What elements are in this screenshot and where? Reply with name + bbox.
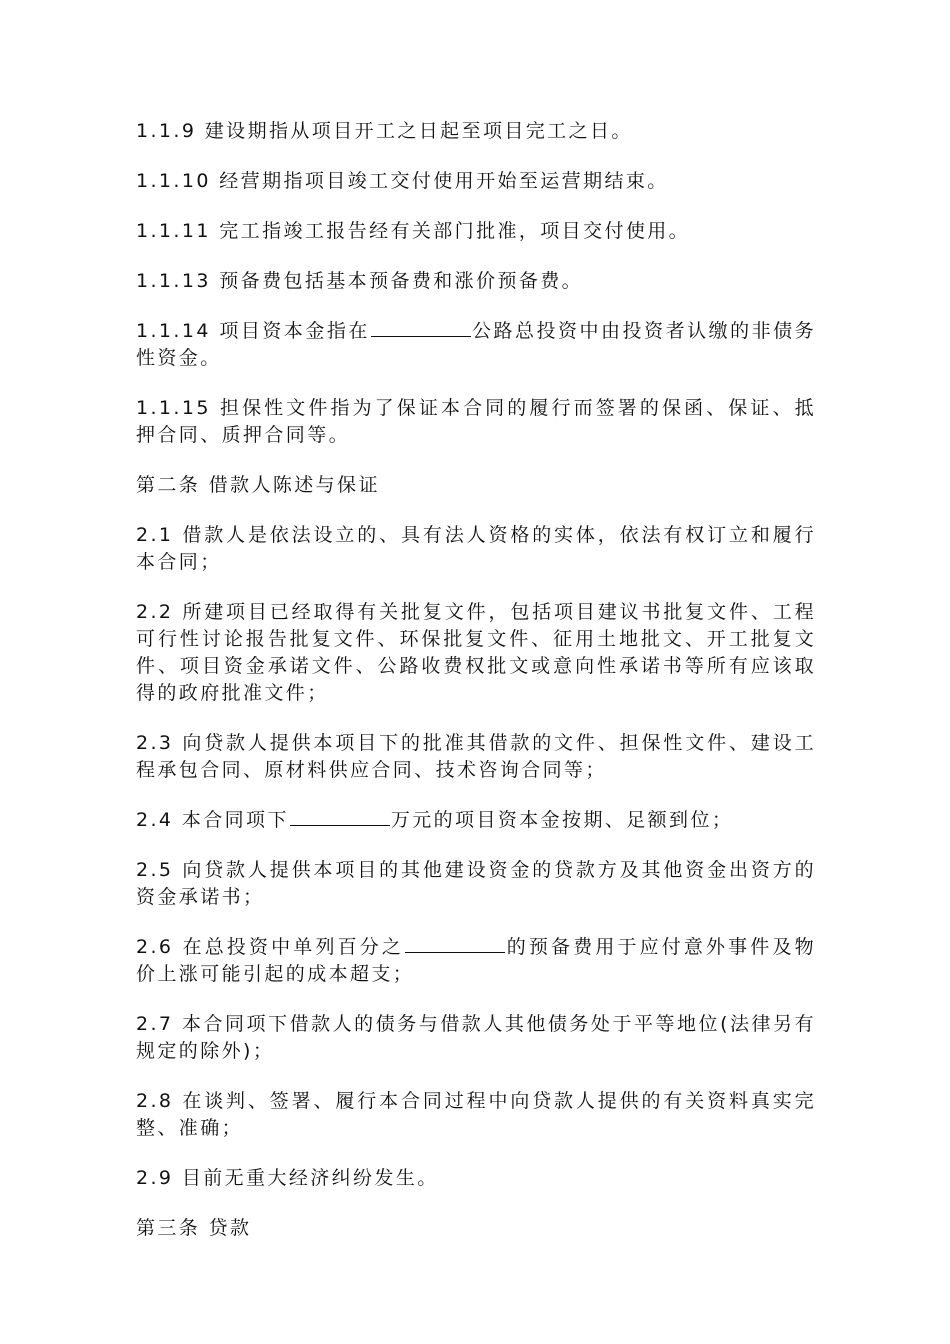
clause-2-7: 2.7 本合同项下借款人的债务与借款人其他债务处于平等地位(法律另有规定的除外)； [136,1013,816,1062]
clause-2-2: 2.2 所建项目已经取得有关批复文件，包括项目建议书批复文件、工程可行性讨论报告批复文件、环保批复文件、征用土地批文、开工批复文件、项目资金承诺文件、公路收费权批文或意向性承诺书等所有应该取得的政府批准文件； [136,601,816,704]
clause-1-1-14: 1.1.14 项目资本金指在 公路总投资中由投资者认缴的非债务性资金。 [136,320,816,369]
article-3-heading: 第三条 贷款 [136,1217,252,1239]
clause-2-5: 2.5 向贷款人提供本项目的其他建设资金的贷款方及其他资金出资方的资金承诺书； [136,859,816,908]
blank-line [371,318,471,337]
clause-1-1-10: 1.1.10 经营期指项目竣工交付使用开始至运营期结束。 [136,170,669,192]
clause-2-4: 2.4 本合同项下 万元的项目资本金按期、足额到位； [136,809,734,831]
clause-2-8: 2.8 在谈判、签署、履行本合同过程中向贷款人提供的有关资料真实完整、准确； [136,1090,816,1139]
blank-line [405,934,505,953]
blank-line [290,807,390,826]
document-body [136,118,816,1265]
clause-1-1-9: 1.1.9 建设期指从项目开工之日起至项目完工之日。 [136,120,633,142]
clause-1-1-15: 1.1.15 担保性文件指为了保证本合同的履行而签署的保函、保证、抵押合同、质押合同等。 [136,397,816,446]
clause-2-6: 2.6 在总投资中单列百分之 的预备费用于应付意外事件及物价上涨可能引起的成本超支； [136,936,816,985]
article-2-heading: 第二条 借款人陈述与保证 [136,474,380,496]
clause-1-1-13: 1.1.13 预备费包括基本预备费和涨价预备费。 [136,270,584,292]
clause-2-1: 2.1 借款人是依法设立的、具有法人资格的实体，依法有权订立和履行本合同； [136,524,816,573]
clause-2-9: 2.9 目前无重大经济纠纷发生。 [136,1167,439,1189]
clause-2-3: 2.3 向贷款人提供本项目下的批准其借款的文件、担保性文件、建设工程承包合同、原材料供应合同、技术咨询合同等； [136,732,816,781]
clause-1-1-11: 1.1.11 完工指竣工报告经有关部门批准，项目交付使用。 [136,220,691,242]
